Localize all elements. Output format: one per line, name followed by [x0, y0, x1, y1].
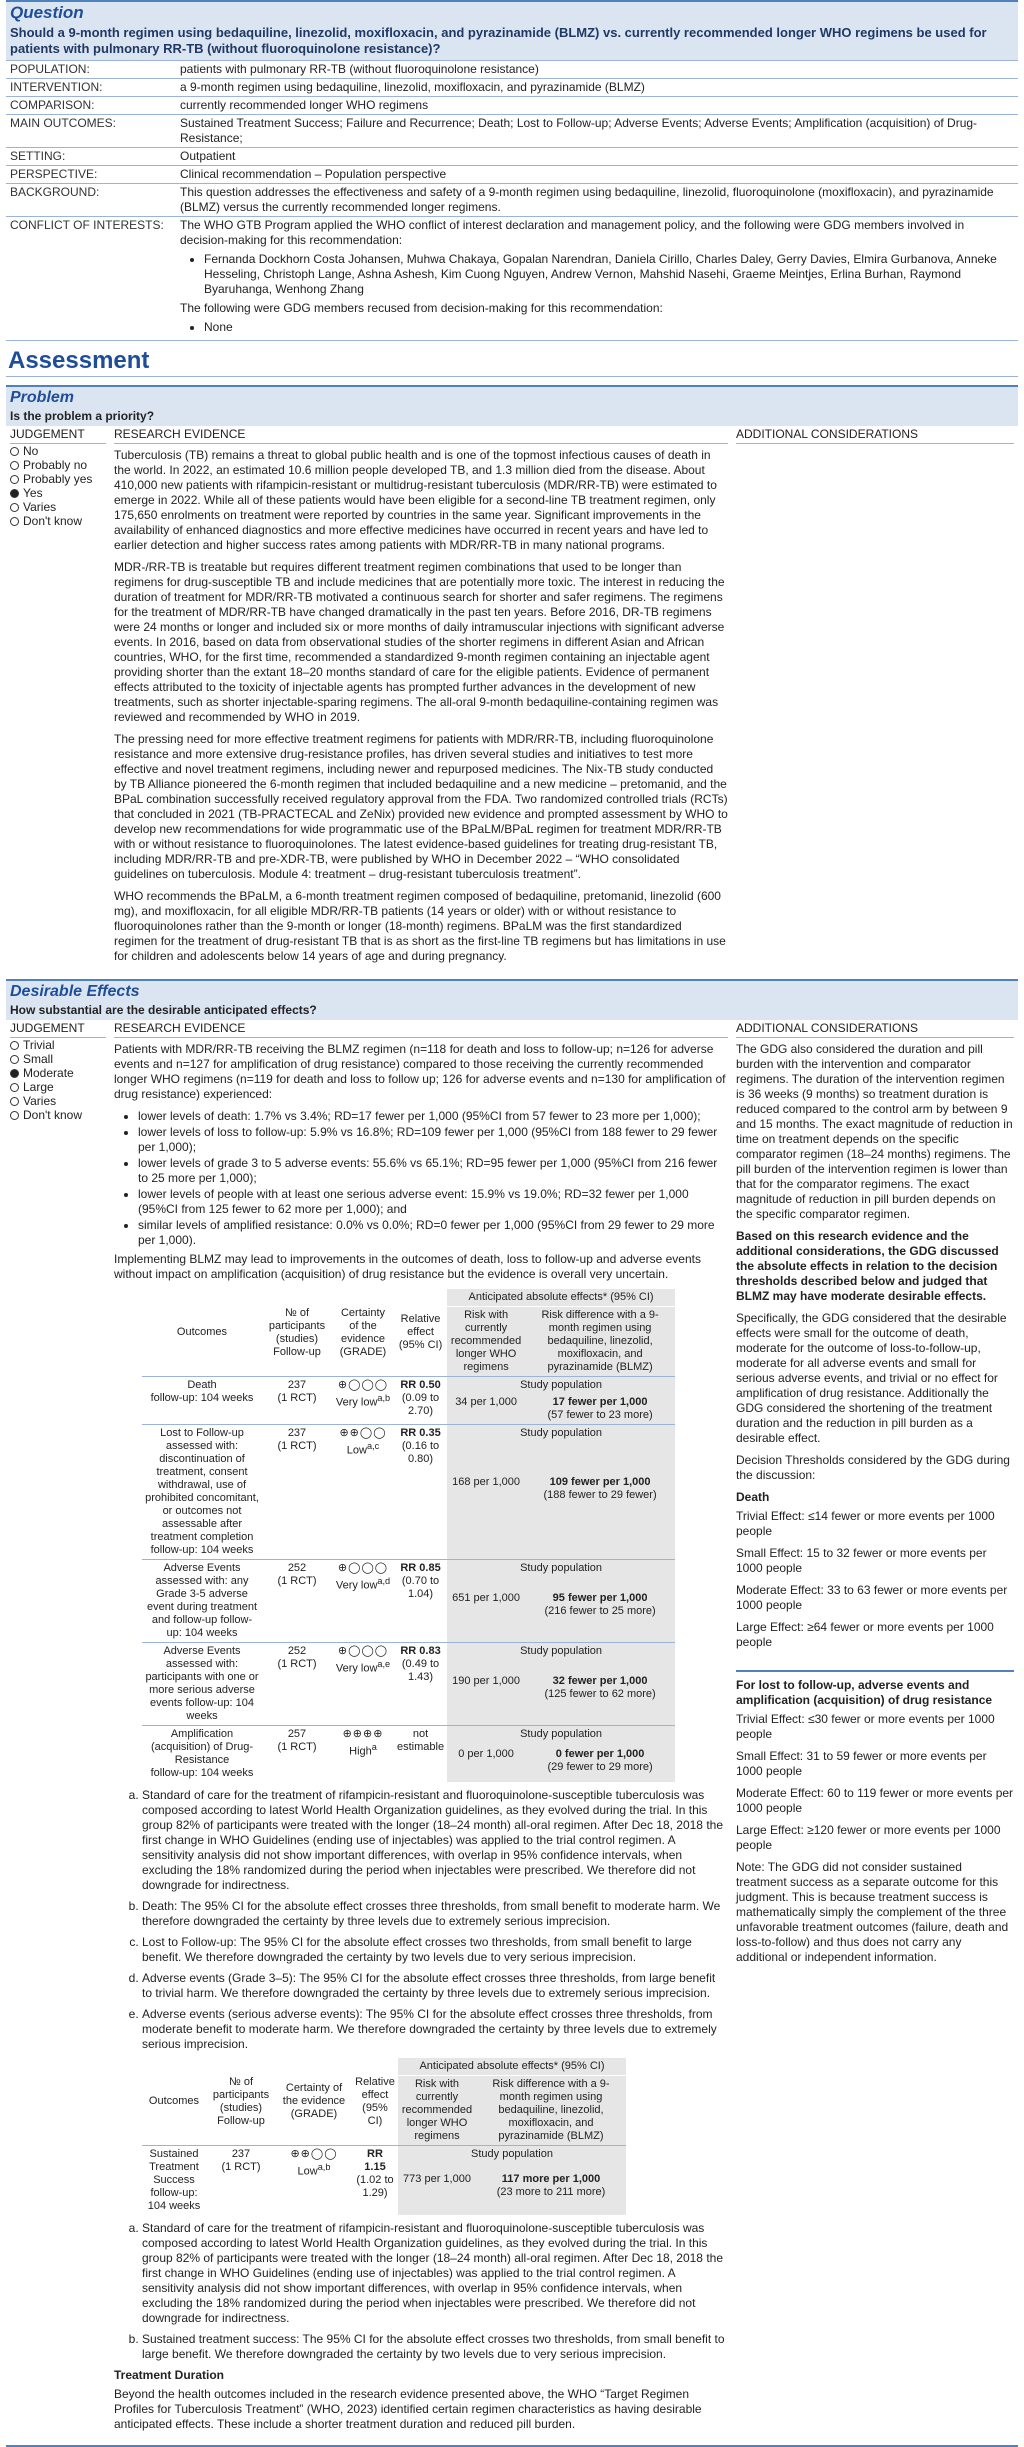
t2-h-group: Anticipated absolute effects* (95% CI) — [398, 2058, 626, 2076]
t1-cert-sup: a,b — [377, 1393, 391, 1403]
problem-paragraph: The pressing need for more effective treatment regimens for patients with MDR/RR-TB, including fluoroquinolone resistance and more extensive drug-resistance profiles, has driven several studies and initiatives to test more effective and novel treatment regimens, including newer and repurposed medicines. The Nix-TB study conducted by TB Alliance pioneered the 6-month regimen that included bedaquiline and a new medicine – pretomanid, and the BPaL combination successfully received regulatory approval from the FDA. Two randomized controlled trials (RCTs) that concluded in 2021 (TB-PRACTECAL and ZeNix) provided new evidence and prompted assessment by WHO to develop new recommendations for wide programmatic use of the BPaLM/BPaL regimen for treatment MDR/RR-TB with or without resistance to fluoroquinolones. The latest evidence-based guidelines for treating drug-resistant TB, including MDR/RR-TB and pre-XDR-TB, were published by WHO in December 2022 – “WHO consolidated guidelines on tuberculosis. Module 4: treatment – drug-resistant tuberculosis treatment”. — [114, 732, 728, 881]
t1-study-pop: Study population — [447, 1425, 675, 1474]
t1-diff — [525, 1673, 675, 1726]
problem-option[interactable] — [10, 444, 106, 458]
t2-h-participants: № of participants (studies) Follow-up — [212, 2075, 270, 2127]
t2-outcome — [142, 2146, 206, 2216]
t1-rr: RR 0.50 — [400, 1379, 441, 1391]
desirable-bullet: • lower levels of people with at least one serious adverse event: 15.9% vs 19.0%; RD=32 fewer per 1,000 (95%CI from 125 fewer to 62 more per 1,000); and — [138, 1187, 728, 1217]
radio-unselected-icon — [10, 517, 19, 526]
t1-n: 237 — [287, 1379, 307, 1391]
threshold-item: Large Effect: ≥64 fewer or more events per 1000 people — [736, 1620, 994, 1649]
t1-studies: (1 RCT) — [277, 1392, 317, 1404]
t1-cert-label: Very low — [335, 1579, 378, 1592]
desirable-option[interactable] — [10, 1038, 106, 1052]
t2-h-diff: Risk difference with a 9-month regimen using bedaquiline, linezolid, moxifloxacin, and pyrazinamide (BLMZ) — [476, 2076, 626, 2146]
t1-risk: 651 per 1,000 — [447, 1590, 525, 1643]
problem-option[interactable] — [10, 458, 106, 472]
question-row — [6, 166, 1018, 184]
question-row — [6, 148, 1018, 166]
coi-members: • Fernanda Dockhorn Costa Johansen, Muhwa Chakaya, Gopalan Narendran, Daniela Cirillo, Charles Daley, Gerry Davies, Elmira Gurbanova, Anneke Hesseling, Christoph Lange, Ashna Ashesh, Kim Cuong Nguyen, Andrew Vernon, Mahshid Nasehi, Graeme Meintjes, Erlina Burhan, Raymond Byaruhanga, Wenhong Zhang — [204, 252, 1014, 297]
t1-rr: not estimable — [397, 1728, 445, 1753]
t1-cert-sup: a,e — [377, 1659, 391, 1669]
coi-intro: The WHO GTB Program applied the WHO conflict of interest declaration and management policy, and the following were GDG members involved in decision-making for this recommendation: — [180, 218, 965, 247]
question-row — [6, 115, 1018, 148]
t1-participants — [262, 1425, 332, 1560]
t1-study-pop-row — [142, 1425, 675, 1474]
t2-risk: 773 per 1,000 — [398, 2171, 476, 2215]
t1-diff-ci: (216 fewer to 25 more) — [544, 1604, 656, 1617]
t1-studies: (1 RCT) — [277, 1440, 317, 1452]
question-row-key: PERSPECTIVE: — [6, 166, 176, 184]
t2-relative — [352, 2146, 398, 2216]
question-row-key: COMPARISON: — [6, 97, 176, 115]
question-row — [6, 97, 1018, 115]
t1-certainty — [332, 1425, 394, 1560]
question-row-value: This question addresses the effectiveness and safety of a 9-month regimen using bedaquiline, linezolid, fluoroquinolone (moxifloxacin), and pyrazinamide (BLMZ) versus the currently recommended longer regimens. — [176, 184, 1018, 217]
problem-judgement-column — [6, 426, 110, 971]
question-row — [6, 61, 1018, 79]
t1-outcome-detail: assessed with: participants with one or more serious adverse events follow-up: 104 weeks — [145, 1658, 259, 1722]
t1-cert-symbols: ⊕⊕◯◯ — [339, 1427, 387, 1439]
radio-selected-icon — [10, 1069, 19, 1078]
desirable-option-label: Don't know — [23, 1108, 82, 1122]
coi-key: CONFLICT OF INTERESTS: — [6, 217, 176, 341]
t1-outcome-name: Amplification (acquisition) of Drug-Resistance — [150, 1728, 254, 1766]
desirable-option[interactable] — [10, 1094, 106, 1108]
t1-outcome — [142, 1643, 262, 1726]
problem-option-label: Yes — [23, 486, 43, 500]
t1-relative — [394, 1560, 447, 1643]
assessment-title: Assessment — [6, 341, 1018, 377]
considerations-header: ADDITIONAL CONSIDERATIONS — [736, 1020, 1014, 1038]
t1-ci: (0.16 to 0.80) — [401, 1440, 440, 1465]
problem-option[interactable] — [10, 486, 106, 500]
problem-paragraph: MDR-/RR-TB is treatable but requires different treatment regimen combinations that used to be longer than regimens for drug-susceptible TB and include medicines that are potentially more toxic. The interest in reducing the duration of treatment for MDR/RR-TB motivated a continuous search for shorter and safer regimens. The regimens for the treatment of MDR/RR-TB have changed dramatically in the past ten years. Before 2016, DR-TB regimens were 24 months or longer and included six or more months of daily intramuscular injections with significant adverse events. In 2016, based on data from observational studies of the shorter regimens in different Asian and African countries, WHO, for the first time, recommended a standardized 9-month regimen containing an injectable agent providing shorter than the extant 18–20 months standard of care for the eligible patients. Evidence of permanent effects attributed to the toxicity of injectable agents has prompted further advances in the development of new treatments, such as shorter injectable-sparing regimens. The all-oral 9-month bedaquiline-containing regimen was reviewed and recommended by WHO in 2019. — [114, 560, 725, 724]
death-thresholds-heading: Death — [736, 1490, 770, 1504]
t1-n: 252 — [287, 1562, 307, 1574]
t1-n: 252 — [287, 1645, 307, 1657]
desirable-option-label: Varies — [23, 1094, 57, 1108]
t1-ci: (0.70 to 1.04) — [401, 1575, 440, 1600]
t1-cert-label: Low — [346, 1444, 367, 1457]
problem-paragraph: Tuberculosis (TB) remains a threat to global public health and is one of the topmost infectious causes of death in the world. In 2022, an estimated 10.6 million people developed TB, and 1.3 million died from the disease. About 410,000 new patients with rifampicin-resistant or multidrug-resistant tuberculosis (MDR/RR-TB) were estimated to emerge in 2022. While all of these patients would have been eligible for a second-line TB treatment regimen, only 175,650 enrolments on treatment were reported by countries in the same year. Significant improvements in the availability of enhanced diagnostics and more effective medicines have occurred in recent years and have led to earlier detection and higher success rates among patients with MDR/RR-TB in many national programs. — [114, 448, 717, 552]
t1-study-pop: Study population — [447, 1643, 675, 1673]
problem-evidence-column — [110, 426, 732, 971]
t2-h-outcomes: Outcomes — [148, 2095, 200, 2107]
t1-cert-sup: a,c — [366, 1441, 380, 1451]
t1-diff-ci: (29 fewer to 29 more) — [547, 1761, 653, 1774]
evidence-header: RESEARCH EVIDENCE — [114, 426, 728, 444]
consid-p2: Based on this research evidence and the additional considerations, the GDG discussed the absolute effects in relation to the decision thresholds described below and judged that BLMZ may have moderate desirable effects. — [736, 1229, 999, 1303]
t1-study-pop: Study population — [447, 1560, 675, 1590]
desirable-option-label: Large — [23, 1080, 54, 1094]
t1-outcome — [142, 1377, 262, 1425]
t1-diff-value: 0 fewer per 1,000 — [555, 1748, 645, 1761]
desirable-bullet: • lower levels of grade 3 to 5 adverse events: 55.6% vs 65.1%; RD=95 fewer per 1,000 (95%CI from 216 fewer to 25 more per 1,000); — [138, 1156, 728, 1186]
t2-study-pop-row — [142, 2146, 626, 2172]
question-row-value: a 9-month regimen using bedaquiline, linezolid, moxifloxacin, and pyrazinamide (BLMZ) — [176, 79, 1018, 97]
t1-study-pop-row — [142, 1377, 675, 1395]
footnote: b. Death: The 95% CI for the absolute effect crosses three thresholds, from small benefit to moderate harm. We therefore downgraded the certainty by three levels due to extremely serious imprecision. — [142, 1899, 728, 1929]
coi-row — [6, 217, 1018, 341]
t1-risk: 190 per 1,000 — [447, 1673, 525, 1726]
question-row-key: INTERVENTION: — [6, 79, 176, 97]
t1-outcome-name: Lost to Follow-up — [160, 1427, 244, 1439]
question-row-value: currently recommended longer WHO regimens — [176, 97, 1018, 115]
t1-diff — [525, 1590, 675, 1643]
duration-heading: Treatment Duration — [114, 2368, 225, 2382]
desirable-option[interactable] — [10, 1080, 106, 1094]
desirable-option-label: Small — [23, 1052, 54, 1066]
t1-n: 237 — [287, 1427, 307, 1439]
judgement-header: JUDGEMENT — [10, 1020, 106, 1038]
t1-participants — [262, 1643, 332, 1726]
question-row-value: patients with pulmonary RR-TB (without fluoroquinolone resistance) — [176, 61, 1018, 79]
t2-participants — [206, 2146, 276, 2216]
problem-option-label: Don't know — [23, 514, 82, 528]
footnotes-1 — [142, 1788, 728, 2052]
question-text: Should a 9-month regimen using bedaquiline, linezolid, moxifloxacin, and pyrazinamide (BLMZ) vs. currently recommended longer WHO regimens be used for patients with pulmonary RR-TB (without fluoroquinolone resistance)? — [6, 23, 1018, 61]
considerations-header: ADDITIONAL CONSIDERATIONS — [736, 426, 1014, 444]
t2-studies: (1 RCT) — [221, 2161, 261, 2173]
question-row-key: MAIN OUTCOMES: — [6, 115, 176, 148]
desirable-option-label: Trivial — [23, 1038, 55, 1052]
threshold-item: Large Effect: ≥120 fewer or more events per 1000 people — [736, 1823, 1001, 1852]
desirable-option-label: Moderate — [23, 1066, 74, 1080]
radio-unselected-icon — [10, 503, 19, 512]
radio-unselected-icon — [10, 1055, 19, 1064]
consid-p1: The GDG also considered the duration and pill burden with the intervention and comparator regimens. The duration of the intervention regimen is 36 weeks (9 months) so treatment duration is reduced compared to the control arm by between 9 and 15 months. The exact magnitude of reduction in time on treatment depends on the specific comparator regimen (18–24 months) regimens. The pill burden of the intervention regimen is lower than that for the comparator regimens. The exact magnitude of reduction in pill burden depends on the specific comparator regimen. — [736, 1042, 1013, 1221]
threshold-item: Small Effect: 15 to 32 fewer or more events per 1000 people — [736, 1546, 987, 1575]
question-row-value: Clinical recommendation – Population perspective — [176, 166, 1018, 184]
t1-studies: (1 RCT) — [277, 1741, 317, 1753]
threshold-item: Trivial Effect: ≤14 fewer or more events per 1000 people — [736, 1509, 995, 1538]
t1-diff-ci: (125 fewer to 62 more) — [544, 1687, 656, 1700]
radio-unselected-icon — [10, 1083, 19, 1092]
question-details-table — [6, 61, 1018, 341]
t1-relative — [394, 1726, 447, 1783]
t1-participants — [262, 1726, 332, 1783]
threshold-item: Small Effect: 31 to 59 fewer or more events per 1000 people — [736, 1749, 987, 1778]
radio-unselected-icon — [10, 475, 19, 484]
duration-text: Beyond the health outcomes included in the research evidence presented above, the WHO “Target Regimen Profiles for Tuberculosis Treatment” (WHO, 2023) identified certain regimen characteristics as having desirable anticipated effects. These include a shorter treatment duration and reduced pill burden. — [114, 2387, 702, 2431]
desirable-option[interactable] — [10, 1052, 106, 1066]
t1-h-participants: № of participants (studies) Follow-up — [268, 1306, 326, 1358]
t1-certainty — [332, 1377, 394, 1425]
question-row — [6, 184, 1018, 217]
coi-recused-intro: The following were GDG members recused from decision-making for this recommendation: — [180, 301, 663, 315]
t2-ci: (1.02 to 1.29) — [356, 2174, 394, 2199]
t1-ci: (0.49 to 1.43) — [401, 1658, 440, 1683]
t2-cert-label: Low — [297, 2165, 318, 2178]
footnote: e. Adverse events (serious adverse events): The 95% CI for the absolute effect crosses three thresholds, from moderate benefit to moderate harm. We therefore downgraded the certainty by three levels due to extremely serious imprecision. — [142, 2007, 728, 2052]
question-row-value: Sustained Treatment Success; Failure and Recurrence; Death; Lost to Follow-up; Adverse Events; Adverse Events; Amplification (acquisition) of Drug-Resistance; — [176, 115, 1018, 148]
t1-outcome-detail: assessed with: discontinuation of treatment, consent withdrawal, use of prohibited concomitant, or outcomes not assessable after treatment completion follow-up: 104 weeks — [145, 1440, 259, 1556]
t1-outcome-name: Adverse Events — [163, 1562, 241, 1574]
desirable-considerations-column — [732, 1020, 1018, 2439]
t2-diff — [476, 2171, 626, 2215]
t1-ci: (0.09 to 2.70) — [401, 1392, 440, 1417]
radio-unselected-icon — [10, 1111, 19, 1120]
t1-certainty — [332, 1560, 394, 1643]
consid-p4: Decision Thresholds considered by the GDG during the discussion: — [736, 1453, 1010, 1482]
t1-cert-symbols: ⊕◯◯◯ — [337, 1379, 389, 1391]
desirable-bullet: • lower levels of death: 1.7% vs 3.4%; RD=17 fewer per 1,000 (95%CI from 57 fewer to 23 more per 1,000); — [138, 1109, 728, 1124]
t1-cert-symbols: ⊕◯◯◯ — [337, 1562, 389, 1574]
problem-option[interactable] — [10, 500, 106, 514]
t1-h-group: Anticipated absolute effects* (95% CI) — [447, 1289, 675, 1307]
t1-studies: (1 RCT) — [277, 1658, 317, 1670]
t2-cert-sup: a,b — [317, 2162, 331, 2172]
desirable-implementing: Implementing BLMZ may lead to improvements in the outcomes of death, loss to follow-up and adverse events without impact on amplification (acquisition) of drug resistance but the evidence is overall very uncertain. — [114, 1252, 701, 1281]
problem-option[interactable] — [10, 472, 106, 486]
t1-certainty — [332, 1726, 394, 1783]
question-row-key: SETTING: — [6, 148, 176, 166]
t1-outcome-detail: follow-up: 104 weeks — [150, 1767, 254, 1779]
t1-diff — [525, 1394, 675, 1425]
radio-unselected-icon — [10, 461, 19, 470]
t1-diff — [525, 1746, 675, 1782]
question-row-key: POPULATION: — [6, 61, 176, 79]
t1-relative — [394, 1425, 447, 1560]
footnote: a. Standard of care for the treatment of rifampicin-resistant and fluoroquinolone-susceptible tuberculosis was composed according to latest World Health Organization guidelines, as they evolved during the trial. In this group 82% of participants were treated with the longer (18–24 month) all-oral regimen. After Dec 18, 2018 the first change in WHO Guidelines (ending use of injectables) was applied to the trial control regimen. A sensitivity analysis did not show important differences, with overlap in 95% confidence intervals, when excluding the 18% randomized during the period when injectables were prescribed. We therefore did not downgrade for indirectness. — [142, 2221, 728, 2326]
t1-study-pop: Study population — [447, 1726, 675, 1747]
t2-rr: RR 1.15 — [364, 2148, 386, 2173]
problem-option-label: Probably no — [23, 458, 88, 472]
t1-n: 257 — [287, 1728, 307, 1740]
radio-selected-icon — [10, 489, 19, 498]
problem-considerations-column — [732, 426, 1018, 971]
t1-outcome — [142, 1425, 262, 1560]
t1-participants — [262, 1377, 332, 1425]
t2-study-pop: Study population — [398, 2146, 626, 2172]
footnotes-2 — [142, 2221, 728, 2362]
t2-h-risk: Risk with currently recommended longer WHO regimens — [398, 2076, 476, 2146]
desirable-evidence-column — [110, 1020, 732, 2439]
problem-option-label: Probably yes — [23, 472, 93, 486]
t1-outcome-name: Adverse Events — [163, 1645, 241, 1657]
t1-risk: 34 per 1,000 — [447, 1394, 525, 1425]
threshold-item: Moderate Effect: 33 to 63 fewer or more events per 1000 people — [736, 1583, 1008, 1612]
t1-participants — [262, 1560, 332, 1643]
desirable-intro: Patients with MDR/RR-TB receiving the BLMZ regimen (n=118 for death and loss to follow-up; n=126 for adverse events and n=127 for amplification of drug resistance) compared to those receiving the currently recommended longer WHO regimens (n=119 for death and loss to follow up; 126 for adverse events and n=130 for amplification of drug resistance) experienced: — [114, 1042, 726, 1101]
question-row — [6, 79, 1018, 97]
desirable-bullet: • lower levels of loss to follow-up: 5.9% vs 16.8%; RD=109 fewer per 1,000 (95%CI from 188 fewer to 29 fewer per 1,000); — [138, 1125, 728, 1155]
problem-option-label: Varies — [23, 500, 57, 514]
t1-certainty — [332, 1643, 394, 1726]
t2-diff-value: 117 more per 1,000 — [501, 2173, 601, 2186]
t2-h-certainty: Certainty of the evidence (GRADE) — [282, 2082, 346, 2120]
problem-paragraph: WHO recommends the BPaLM, a 6-month treatment regimen composed of bedaquiline, pretomanid, linezolid (600 mg), and moxifloxacin, for all eligible MDR/RR-TB patients (14 years or older) with or without resistance to fluoroquinolones rather than the 9-month or longer (18-month) regimens. BPaLM was the first standardized regimen for the treatment of drug-resistant TB that is as short as the first-line TB regimens but has limitations in use for children and adolescents below 14 years of age and during pregnancy. — [114, 889, 726, 963]
t1-h-risk: Risk with currently recommended longer WHO regimens — [447, 1307, 525, 1377]
t1-outcome-detail: follow-up: 104 weeks — [150, 1392, 254, 1404]
t1-diff-ci: (57 fewer to 23 more) — [547, 1409, 653, 1421]
t1-h-relative: Relative effect (95% CI) — [398, 1313, 443, 1351]
t1-diff-value: 17 fewer per 1,000 — [552, 1396, 648, 1408]
consid-p3: Specifically, the GDG considered that the desirable effects were small for the outcome of death, moderate for the outcome of loss-to-follow-up, moderate for all adverse events and small for serious adverse events, and trivial or no effect for amplification of drug resistance. Additionally the GDG considered the shortening of the treatment duration and the reduction in pill burden as a desirable effect. — [736, 1311, 1007, 1445]
consid-note: Note: The GDG did not consider sustained treatment success as a separate outcome for this judgment. This is because treatment success is mathematically simply the complement of the three unfavorable treatment outcomes (failure, death and loss-to-follow) and thus does not carry any additional or independent information. — [736, 1860, 1009, 1964]
evidence-header: RESEARCH EVIDENCE — [114, 1020, 728, 1038]
t1-diff-value: 109 fewer per 1,000 — [549, 1475, 651, 1488]
threshold-item: Trivial Effect: ≤30 fewer or more events per 1000 people — [736, 1712, 995, 1741]
t2-outcome-name: Sustained Treatment Success — [149, 2148, 199, 2186]
t1-cert-sup: a,d — [377, 1576, 391, 1586]
footnote: c. Lost to Follow-up: The 95% CI for the absolute effect crosses two thresholds, from small benefit to large benefit. We therefore downgraded the certainty by two levels due to very serious imprecision. — [142, 1935, 728, 1965]
t1-outcome — [142, 1560, 262, 1643]
threshold-item: Moderate Effect: 60 to 119 fewer or more events per 1000 people — [736, 1786, 1014, 1815]
radio-unselected-icon — [10, 447, 19, 456]
desirable-option[interactable] — [10, 1108, 106, 1122]
t1-h-diff: Risk difference with a 9-month regimen using bedaquiline, linezolid, moxifloxacin, and pyrazinamide (BLMZ) — [525, 1307, 675, 1377]
t1-risk: 0 per 1,000 — [447, 1746, 525, 1782]
t1-cert-label: High — [349, 1745, 372, 1758]
t2-certainty — [276, 2146, 352, 2216]
t2-n: 237 — [231, 2148, 251, 2160]
footnote: b. Sustained treatment success: The 95% CI for the absolute effect crosses two thresholds, from small benefit to large benefit. We therefore downgraded the certainty by two levels due to very serious imprecision. — [142, 2332, 728, 2362]
coi-recused: • None — [204, 320, 1014, 335]
t1-diff — [525, 1474, 675, 1560]
t1-cert-symbols: ⊕◯◯◯ — [337, 1645, 389, 1657]
t1-diff-ci: (188 fewer to 29 fewer) — [543, 1488, 657, 1501]
t1-study-pop-row — [142, 1643, 675, 1673]
problem-question: Is the problem a priority? — [6, 408, 1018, 426]
t1-study-pop: Study population — [447, 1377, 675, 1395]
t2-h-relative: Relative effect (95% CI) — [355, 2075, 395, 2127]
t1-study-pop-row — [142, 1560, 675, 1590]
t1-diff-value: 95 fewer per 1,000 — [552, 1591, 648, 1604]
t1-cert-symbols: ⊕⊕⊕⊕ — [342, 1728, 384, 1740]
t1-cert-sup: a — [371, 1742, 377, 1752]
t1-cert-label: Very low — [335, 1396, 378, 1409]
t1-relative — [394, 1377, 447, 1425]
t1-studies: (1 RCT) — [277, 1575, 317, 1587]
radio-unselected-icon — [10, 1097, 19, 1106]
t2-outcome-detail: follow-up: 104 weeks — [147, 2187, 201, 2212]
t2-cert-symbols: ⊕⊕◯◯ — [290, 2148, 338, 2160]
t1-diff-value: 32 fewer per 1,000 — [552, 1674, 648, 1687]
evidence-table-2 — [142, 2058, 626, 2215]
judgement-header: JUDGEMENT — [10, 426, 106, 444]
t1-h-outcomes: Outcomes — [176, 1326, 228, 1338]
question-row-value: Outpatient — [176, 148, 1018, 166]
evidence-table-1 — [142, 1289, 675, 1782]
t1-rr: RR 0.83 — [400, 1645, 441, 1657]
desirable-judgement-column — [6, 1020, 110, 2439]
desirable-question: How substantial are the desirable anticipated effects? — [6, 1002, 1018, 1020]
question-row-key: BACKGROUND: — [6, 184, 176, 217]
t1-outcome-name: Death — [187, 1379, 217, 1391]
footnote: d. Adverse events (Grade 3–5): The 95% CI for the absolute effect crosses three thresholds, from large benefit to trivial harm. We therefore downgraded the certainty by three levels due to extremely serious imprecision. — [142, 1971, 728, 2001]
desirable-heading: Desirable Effects — [6, 979, 1018, 1002]
question-heading: Question — [6, 0, 1018, 23]
t1-study-pop-row — [142, 1726, 675, 1747]
radio-unselected-icon — [10, 1041, 19, 1050]
footnote: a. Standard of care for the treatment of rifampicin-resistant and fluoroquinolone-susceptible tuberculosis was composed according to latest World Health Organization guidelines, as they evolved during the trial. In this group 82% of participants were treated with the longer (18–24 month) all-oral regimen. After Dec 18, 2018 the first change in WHO Guidelines (ending use of injectables) was applied to the trial control regimen. A sensitivity analysis did not show important differences, with overlap in 95% confidence intervals, when excluding the 18% randomized during the period when injectables were prescribed. We therefore did not downgrade for indirectness. — [142, 1788, 728, 1893]
t1-cert-label: Very low — [335, 1662, 378, 1675]
t1-outcome — [142, 1726, 262, 1783]
t1-risk: 168 per 1,000 — [447, 1474, 525, 1560]
t1-relative — [394, 1643, 447, 1726]
desirable-option[interactable] — [10, 1066, 106, 1080]
problem-option-label: No — [23, 444, 39, 458]
problem-heading: Problem — [6, 385, 1018, 408]
t1-outcome-detail: assessed with: any Grade 3-5 adverse event during treatment and follow-up follow-up: 104 weeks — [146, 1575, 258, 1639]
problem-option[interactable] — [10, 514, 106, 528]
ltfu-thresholds-heading: For lost to follow-up, adverse events and amplification (acquisition) of drug resistance — [736, 1678, 993, 1707]
t1-rr: RR 0.35 — [400, 1427, 441, 1439]
desirable-grid — [6, 1020, 1018, 2439]
t1-rr: RR 0.85 — [400, 1562, 441, 1574]
problem-grid — [6, 426, 1018, 971]
desirable-bullet: • similar levels of amplified resistance: 0.0% vs 0.0%; RD=0 fewer per 1,000 (95%CI from 29 fewer to 29 more per 1,000). — [138, 1218, 728, 1248]
t2-diff-ci: (23 more to 211 more) — [496, 2186, 606, 2199]
t1-h-certainty: Certainty of the evidence (GRADE) — [339, 1306, 387, 1358]
coi-value — [176, 217, 1018, 341]
